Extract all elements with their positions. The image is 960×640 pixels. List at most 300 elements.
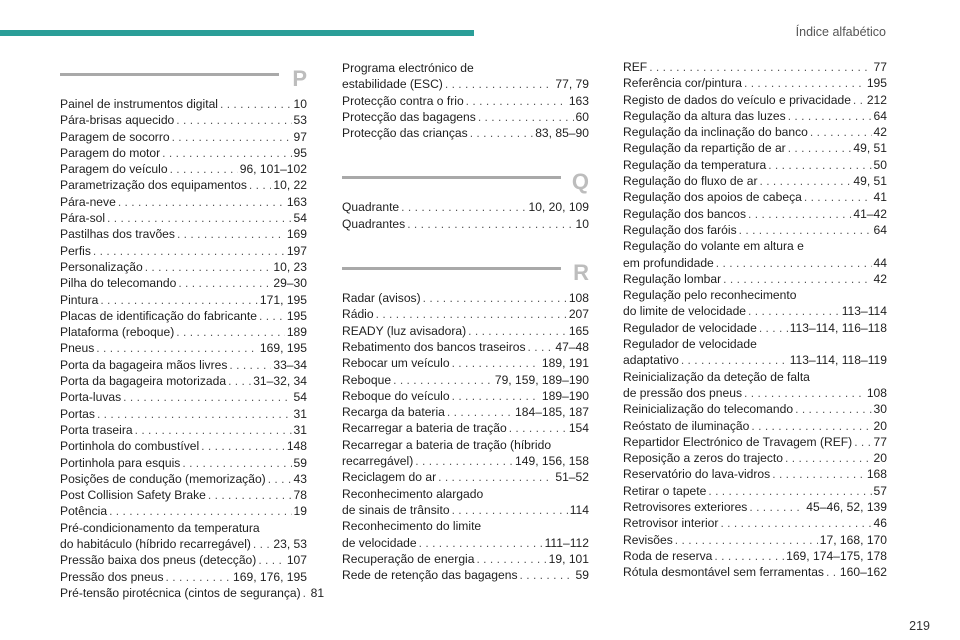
index-page-refs: 60 [575,109,589,124]
index-term: Regulação da repartição de ar [623,141,786,156]
index-entry-first-line: Reinicialização da deteção de falta [623,369,810,384]
section-letter: Q [571,169,589,195]
index-page-refs: 195 [866,76,887,91]
index-page-refs: 31–32, 34 [253,374,307,389]
index-term: Plataforma (reboque) [60,325,175,340]
index-page-refs: 160–162 [839,565,887,580]
index-page-refs: 154 [568,421,589,436]
index-entry-line [342,355,589,371]
dot-leader [229,357,271,373]
index-entry [60,243,307,259]
index-page-refs: 168 [866,467,887,482]
index-page-refs: 113–114, 118–119 [789,353,887,368]
dot-leader [97,406,292,422]
dot-leader [201,438,285,454]
index-entry [60,585,325,601]
index-entry [623,336,887,369]
index-entry [623,532,887,548]
dot-leader [810,124,872,140]
index-entry [60,569,307,585]
dot-leader [118,194,285,210]
index-entry [342,388,589,404]
index-term: Quadrante [342,200,400,215]
index-entry-line [342,93,589,109]
index-term: de sinais de trânsito [342,502,450,517]
index-entry-line [60,503,307,519]
index-entry [623,434,887,450]
index-entry [342,93,589,109]
index-term: do habitáculo (híbrido recarregável) [60,537,251,552]
index-entry [342,306,589,322]
index-entry-line [623,140,887,156]
index-entry-first-line: Pré-condicionamento da temperatura [60,520,260,535]
index-entry-line [342,567,589,583]
index-entry [60,373,307,389]
index-entry [60,259,307,275]
dot-leader [96,340,258,356]
index-term: Rótula desmontável sem ferramentas [623,565,824,580]
index-term: Porta da bagageira mãos livres [60,357,228,372]
index-entry-line [60,129,307,145]
dot-leader [107,210,292,226]
index-entry [623,287,887,320]
dot-leader [407,216,573,232]
index-column-1 [60,62,325,601]
index-entry-line [60,145,307,161]
index-page-refs: 78 [293,488,307,503]
dot-leader [759,173,851,189]
index-entry-line [60,406,307,422]
index-page-refs: 19, 101 [548,551,589,566]
index-entry [60,275,307,291]
index-entry [342,420,589,436]
index-term: Rebatimento dos bancos traseiros [342,339,526,354]
index-term: REF [623,60,648,74]
index-entry [60,487,307,503]
dot-leader [123,389,291,405]
dot-leader [853,92,865,108]
index-page-refs: 171, 195 [259,292,307,307]
index-entry-first-line: Programa electrónico de [342,61,474,75]
index-entry-line [342,216,589,232]
index-entry [60,471,307,487]
index-term: Regulação lombar [623,271,722,286]
index-entry [60,422,307,438]
index-entry-line [60,471,307,487]
index-entry [60,520,307,553]
index-term: Reóstato de iluminação [623,418,750,433]
index-entry-line [623,466,887,482]
index-entry [60,112,307,128]
dot-leader [708,483,871,499]
index-entry-line [623,59,887,75]
dot-leader [476,551,546,567]
dot-leader [468,323,567,339]
dot-leader [178,275,271,291]
index-page-refs: 23, 53 [273,537,307,552]
index-page-refs: 114 [569,502,589,517]
index-entry [623,450,887,466]
index-entry-line [60,112,307,128]
dot-leader [100,292,258,308]
index-term: Portinhola do combustível [60,439,200,454]
index-entry-line [60,161,307,177]
index-entry-line [623,206,887,222]
index-entry [342,60,589,93]
dot-leader [749,499,804,515]
dot-leader [759,320,788,336]
index-term: Regulação dos apoios de cabeça [623,190,802,205]
index-entry-line [623,303,887,319]
index-entry [623,483,887,499]
page-number: 219 [909,619,930,633]
dot-leader [445,76,554,92]
index-entry [342,372,589,388]
index-page-refs: 97 [293,129,307,144]
index-term: Recuperação de energia [342,551,475,566]
index-entry-line [60,585,325,601]
index-entry-line [60,357,307,373]
index-page-refs: 169, 174–175, 178 [786,548,887,563]
index-page-refs: 41 [873,190,887,205]
index-term: Protecção das crianças [342,126,468,141]
index-entry [623,189,887,205]
dot-leader [466,93,567,109]
index-entry-line [623,320,887,336]
index-entry [60,324,307,340]
index-entry [623,564,887,580]
index-entry [623,548,887,564]
index-term: Pneus [60,341,95,356]
index-page-refs: 42 [873,271,887,286]
index-term: Painel de instrumentos digital [60,97,218,111]
dot-leader [528,339,554,355]
dot-leader [739,222,872,238]
index-page-refs: 29–30 [273,276,307,291]
index-entry-line [342,306,589,322]
index-term: Registo de dados do veículo e privacidade [623,92,851,107]
index-page-refs: 10, 23 [273,259,307,274]
index-entry-line [60,569,307,585]
index-page-refs: 49, 51 [853,141,887,156]
index-entry-line [623,483,887,499]
index-entry [342,290,589,306]
dot-leader [220,96,292,112]
dot-leader [748,206,851,222]
index-entry [342,216,589,232]
index-term: Radar (avisos) [342,291,421,306]
index-term: Reservatório do lava-vidros [623,467,771,482]
index-entry [623,140,887,156]
index-entry-line [342,125,589,141]
index-entry [60,177,307,193]
dot-leader [208,487,292,503]
index-entry [342,339,589,355]
index-page-refs: 77, 79 [555,77,589,92]
index-term: Parametrização dos equipamentos [60,178,247,193]
index-entry [623,59,887,75]
index-entry [60,210,307,226]
index-entry [60,161,307,177]
index-entry [623,320,887,336]
index-term: Pressão baixa dos pneus (detecção) [60,553,257,568]
index-term: Potência [60,504,108,519]
index-entry [342,125,589,141]
index-term: Reposição a zeros do trajecto [623,451,783,466]
index-term: Regulação da temperatura [623,157,767,172]
dot-leader [176,112,291,128]
section-rule [342,267,561,270]
dot-leader [423,290,567,306]
index-entry-line [623,564,887,580]
index-entry-line [60,373,307,389]
index-page-refs: 169, 195 [259,341,307,356]
index-entry [60,406,307,422]
index-entry-line [623,450,887,466]
index-page-refs: 195 [286,308,307,323]
dot-leader [675,532,818,548]
index-term: Paragem do motor [60,145,161,160]
index-entry [623,124,887,140]
index-entry [60,438,307,454]
dot-leader [393,372,493,388]
index-entry [342,567,589,583]
index-term: Placas de identificação do fabricante [60,308,257,323]
index-page-refs: 77 [873,60,887,74]
index-entry [342,323,589,339]
index-term: Referência cor/pintura [623,76,742,91]
dot-leader [182,455,291,471]
index-entry [342,404,589,420]
index-term: Perfis [60,243,91,258]
index-entry-line [623,108,887,124]
index-term: Pré-tensão pirotécnica (cintos de segurança) [60,585,301,600]
index-entry [60,455,307,471]
dot-leader [795,401,871,417]
index-entry-line [623,499,887,515]
index-entry [623,108,887,124]
index-page-refs: 108 [568,291,589,306]
index-page-refs: 20 [873,418,887,433]
index-term: Recarregar a bateria de tração [342,421,507,436]
index-page-refs: 113–114 [841,304,887,319]
index-page-refs: 189–190 [541,388,589,403]
index-page-refs: 165 [568,323,589,338]
index-page-refs: 108 [866,385,887,400]
index-entry-line [623,271,887,287]
index-entry-line [60,194,307,210]
dot-leader [748,303,840,319]
index-page-refs: 49, 51 [853,174,887,189]
dot-leader [788,140,852,156]
index-page-refs: 51–52 [555,470,589,485]
index-term: Recarga da bateria [342,405,445,420]
index-page-refs: 169, 176, 195 [233,569,307,584]
index-term: Pastilhas dos travões [60,227,175,242]
index-page-refs: 30 [873,402,887,417]
index-term: Porta traseira [60,422,133,437]
dot-leader [520,567,574,583]
index-column-2 [342,60,589,583]
index-page-refs: 33–34 [273,357,307,372]
index-term: Pressão dos pneus [60,569,164,584]
index-term: Rebocar um veículo [342,356,450,371]
index-term: Paragem do veículo [60,162,168,177]
index-term: Protecção contra o frio [342,93,464,108]
index-page-refs: 81 [310,585,325,600]
index-page-refs: 42 [873,125,887,140]
index-page-refs: 189, 191 [541,356,589,371]
index-term: do limite de velocidade [623,304,747,319]
index-entry-line [623,173,887,189]
dot-leader [258,552,285,568]
index-page-refs: 31 [293,406,307,421]
index-entry [623,369,887,402]
index-entry-line [60,275,307,291]
index-entry [60,145,307,161]
index-page-refs: 64 [873,222,887,237]
dot-leader [177,226,285,242]
index-entry-line [623,515,887,531]
index-term: de velocidade [342,535,417,550]
index-page-refs: 96, 101–102 [239,162,307,177]
index-page-refs: 77 [873,434,887,449]
dot-leader [93,243,285,259]
index-entry-line [623,352,887,368]
index-entry-line [623,385,887,401]
index-entry-line [342,502,589,518]
index-term: Reciclagem do ar [342,470,437,485]
index-entry-line [60,552,307,568]
section-rule [342,176,561,179]
dot-leader [452,502,568,518]
index-entry-line [60,243,307,259]
index-page-refs: 10, 20, 109 [528,200,589,215]
index-page-refs: 169 [286,227,307,242]
index-entry [623,75,887,91]
dot-leader [681,352,788,368]
index-page-refs: 79, 159, 189–190 [494,372,589,387]
index-entry [342,486,589,519]
index-term: Pintura [60,292,99,307]
dot-leader [376,306,567,322]
index-entry [623,206,887,222]
index-term: Regulação dos faróis [623,222,737,237]
header-accent-bar [0,30,474,36]
index-entry-line [623,548,887,564]
index-term: Pilha do telecomando [60,276,177,291]
index-entry [60,389,307,405]
dot-leader [788,108,872,124]
index-entry [60,129,307,145]
index-entry-line [623,92,887,108]
dot-leader [649,59,871,75]
index-entry-line [342,199,589,215]
index-page-refs: 45–46, 52, 139 [806,500,887,515]
index-page-refs: 197 [286,243,307,258]
dot-leader [228,373,251,389]
index-entry-line [60,226,307,242]
index-page-refs: 184–185, 187 [515,405,589,420]
dot-leader [253,536,271,552]
dot-leader [785,450,872,466]
index-term: READY (luz avisadora) [342,323,467,338]
index-entry [342,199,589,215]
index-entry [60,194,307,210]
index-page-refs: 207 [568,307,589,322]
index-term: Pára-neve [60,194,116,209]
index-term: recarregável) [342,454,414,469]
index-entry-line [623,418,887,434]
index-page-refs: 64 [873,108,887,123]
index-term: Roda de reserva [623,548,713,563]
index-term: Retirar o tapete [623,483,707,498]
index-entry-line [60,536,307,552]
index-entry-line [623,189,887,205]
index-entry-line [60,422,307,438]
index-entry-first-line: Recarregar a bateria de tração (híbrido [342,437,552,452]
dot-leader [509,420,567,436]
index-term: Portinhola para esquis [60,455,181,470]
dot-leader [720,515,871,531]
dot-leader [268,471,292,487]
index-entry [623,499,887,515]
index-entry-line [623,157,887,173]
index-entry-first-line: Reconhecimento alargado [342,486,484,501]
index-entry-line [342,323,589,339]
index-entry-line [342,535,589,551]
dot-leader [170,161,238,177]
index-term: Reboque [342,372,392,387]
index-term: adaptativo [623,353,679,368]
index-page-refs: 20 [873,451,887,466]
index-term: Regulação da inclinação do banco [623,125,808,140]
index-entry [60,340,307,356]
index-page-refs: 17, 168, 170 [819,532,887,547]
index-page-refs: 54 [293,390,307,405]
index-page-refs: 41–42 [853,206,887,221]
dot-leader [452,355,540,371]
index-term: Porta da bagageira motorizada [60,374,227,389]
index-page-refs: 10 [575,216,589,231]
index-entry-line [342,290,589,306]
index-entry [60,357,307,373]
dot-leader [172,129,292,145]
dot-leader [714,548,784,564]
index-entry-line [342,453,589,469]
dot-leader [135,422,292,438]
index-term: Regulação dos bancos [623,206,747,221]
index-entry [623,401,887,417]
index-entry [623,222,887,238]
index-page-refs: 59 [293,455,307,470]
index-term: Protecção das bagagens [342,109,476,124]
index-entry-line [342,551,589,567]
index-page-refs: 95 [293,145,307,160]
index-entry-line [623,532,887,548]
dot-leader [452,388,540,404]
index-entry-line [342,404,589,420]
index-entry-line [60,455,307,471]
index-term: Repartidor Electrónico de Travagem (REF) [623,434,853,449]
dot-leader [145,259,272,275]
dot-leader [109,503,291,519]
dot-leader [751,418,871,434]
index-page-refs: 31 [293,422,307,437]
index-entry-line [60,389,307,405]
index-entry [60,552,307,568]
index-term: Paragem de socorro [60,129,170,144]
